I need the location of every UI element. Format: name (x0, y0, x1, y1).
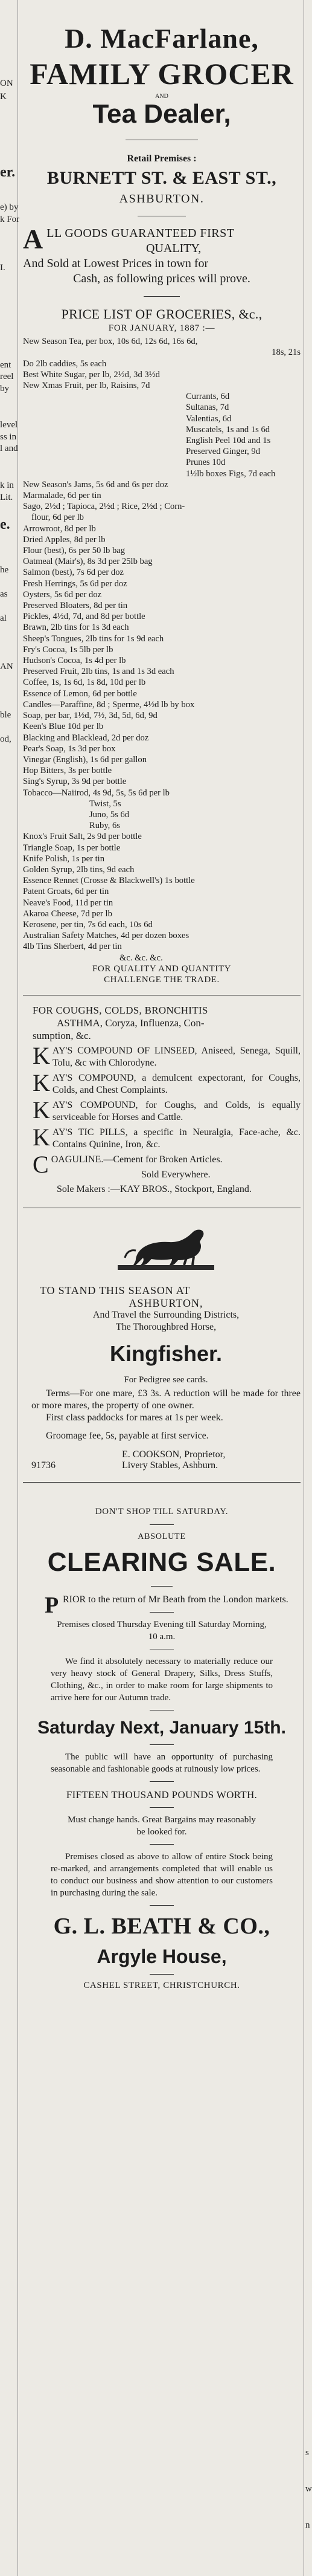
prior-notice (27, 1592, 297, 1618)
stallion-pedigree: For Pedigree see cards. (124, 1375, 208, 1385)
price-list-item: Essence Rennet (Crosse & Blackwell's) 1s bottle (23, 876, 195, 886)
we-find-notice: We find it absolutely necessary to materially reduce our very heavy stock of General Drapery, Silks, Dress Stuffs, Clothing, &c., in order to make room for large shipments to arrive here for our Autumn trade. (51, 1656, 273, 1703)
stallion-groomage: Groomage fee, 5s, payable at first service. (46, 1431, 209, 1442)
must-change: Must change hands. Great Bargains may reasonably be looked for. (68, 1814, 256, 1837)
premises-address: BURNETT ST. & EAST ST., (46, 168, 277, 189)
kay-intro (33, 1004, 301, 1042)
margin-fragment: by (0, 384, 9, 393)
price-list-item: Coffee, 1s, 1s 6d, 1s 8d, 10d per lb (23, 678, 146, 688)
divider (144, 296, 180, 297)
kay-product-item (33, 1096, 301, 1124)
margin-fragment: s (305, 2448, 309, 2458)
price-list-item: Akaroa Cheese, 7d per lb (23, 908, 112, 919)
margin-fragment: l and (0, 444, 18, 453)
price-list-item: Best White Sugar, per lb, 2½d, 3d 3½d (23, 369, 160, 380)
margin-fragment: reel (0, 372, 14, 381)
quality-line: LL GOODS GUARANTEED FIRST (46, 227, 235, 241)
margin-fragment: k For (0, 215, 20, 224)
price-list-item: Fry's Cocoa, 1s 5lb per lb (23, 644, 113, 655)
quality-dropcap: A (23, 224, 43, 255)
price-list-item: Dried Apples, 8d per lb (23, 534, 106, 545)
price-list-item: Preserved Fruit, 2lb tins, 1s and 1s 3d each (23, 667, 174, 677)
margin-fragment: ON (0, 79, 13, 88)
price-list-item: Currants, 6d (186, 392, 230, 402)
beath-advertisement (23, 1507, 301, 1990)
price-list (23, 336, 301, 985)
price-list-item: Tobacco—Naiirod, 4s 9d, 5s, 5s 6d per lb (23, 788, 170, 798)
price-list-item: Brawn, 2lb tins for 1s 3d each (23, 623, 129, 633)
price-list-item: Oysters, 5s 6d per doz (23, 589, 102, 600)
stallion-ref: 91736 (31, 1460, 56, 1471)
price-list-item: Ruby, 6s (89, 821, 120, 831)
price-list-item: flour, 6d per lb (31, 513, 84, 523)
price-list-item: Sheep's Tongues, 2lb tins for 1s 9d each (23, 633, 164, 644)
clearing-sale-headline: CLEARING SALE. (47, 1547, 276, 1578)
premises-cleared: Premises closed as above to allow of entire Stock being re-marked, and arrangements completed that will enable us to conduct our business and show attention to our customers in purchasing during the sale. (51, 1851, 273, 1898)
divider (150, 1744, 174, 1745)
price-list-date: FOR JANUARY, 1887 :— (108, 323, 215, 334)
kay-dropcap: K (33, 1069, 50, 1097)
margin-fragment: ent (0, 360, 11, 370)
price-list-item: 1½lb boxes Figs, 7d each (186, 468, 276, 479)
price-list-item: CHALLENGE THE TRADE. (104, 974, 220, 985)
price-list-item: Hudson's Cocoa, 1s 4d per lb (23, 656, 126, 666)
margin-fragment: er. (0, 164, 16, 180)
public-notice: The public will have an opportunity of purchasing seasonable and fashionable goods at ruinously low prices. (51, 1752, 273, 1774)
grocer-and: AND (155, 92, 168, 100)
stallion-footer (31, 1460, 301, 1471)
kay-product-text: OAGULINE.—Cement for Broken Articles. (51, 1154, 223, 1165)
divider (150, 1807, 174, 1808)
kay-intro-line: ASTHMA, Coryza, Influenza, Con- (57, 1017, 205, 1029)
price-list-item: Oatmeal (Mair's), 8s 3d per 25lb bag (23, 557, 153, 567)
margin-fragment: e) by (0, 202, 19, 212)
price-list-item: FOR QUALITY AND QUANTITY (92, 963, 232, 974)
kay-product-item (33, 1042, 301, 1070)
margin-fragment: ss in (0, 432, 17, 442)
price-list-item: Preserved Ginger, 9d (186, 447, 261, 457)
price-list-item: Fresh Herrings, 5s 6d per doz (23, 578, 127, 589)
kay-dropcap: K (33, 1042, 50, 1070)
newspaper-column (23, 0, 301, 1991)
margin-fragment: od, (0, 734, 11, 744)
price-list-item: English Peel 10d and 1s (186, 436, 271, 446)
price-list-item: Salmon (best), 7s 6d per doz (23, 568, 124, 578)
divider (150, 1612, 174, 1613)
divider (150, 1781, 174, 1782)
margin-fragment: level (0, 420, 18, 430)
next-column-fragment (304, 0, 311, 2576)
price-list-item: Australian Safety Matches, 4d per dozen boxes (23, 931, 189, 941)
stallion-line: The Thoroughbred Horse, (115, 1322, 217, 1333)
stallion-line: TO STAND THIS SEASON AT (40, 1284, 191, 1297)
sale-date: Saturday Next, January 15th. (37, 1717, 286, 1738)
kay-intro-line: sumption, &c. (33, 1030, 91, 1042)
horse-name: Kingfisher. (109, 1341, 223, 1367)
kay-product-text: AY'S COMPOUND OF LINSEED, Aniseed, Senega, Squill, Tolu, &c with Chlorodyne. (52, 1046, 301, 1069)
divider (150, 1974, 174, 1975)
price-list-item: Knox's Fruit Salt, 2s 9d per bottle (23, 832, 142, 842)
absolute-label: ABSOLUTE (138, 1532, 186, 1542)
horse-illustration (31, 1214, 301, 1281)
price-list-item: Do 2lb caddies, 5s each (23, 358, 107, 369)
horse-engraving-icon (112, 1214, 220, 1278)
margin-fragment: k in (0, 481, 14, 490)
grocer-name: D. MacFarlane, (65, 23, 259, 54)
price-list-item: Vinegar (English), 1s 6d per gallon (23, 754, 147, 765)
price-list-item: Triangle Soap, 1s per bottle (23, 843, 121, 853)
divider (151, 1586, 173, 1587)
kay-dropcap: C (33, 1151, 49, 1179)
margin-fragment: Lit. (0, 493, 13, 502)
price-list-item: Essence of Lemon, 6d per bottle (23, 688, 137, 699)
price-list-item: Kerosene, per tin, 7s 6d each, 10s 6d (23, 919, 153, 930)
stallion-advertisement (23, 1214, 301, 1471)
stallion-terms: Terms—For one mare, £3 3s. A reduction will be made for three or more mares, the property of one owner. (31, 1388, 301, 1411)
price-list-item: Twist, 5s (89, 798, 121, 809)
stallion-line: ASHBURTON, (129, 1297, 203, 1310)
firm-name: G. L. BEATH & CO., (53, 1913, 270, 1939)
price-list-item: Golden Syrup, 2lb tins, 9d each (23, 864, 135, 875)
price-list-item: Candles—Paraffine, 8d ; Sperme, 4½d lb by box (23, 699, 195, 710)
kay-makers: Sole Makers :—KAY BROS., Stockport, England. (57, 1184, 252, 1195)
kay-sold: Sold Everywhere. (141, 1170, 211, 1180)
divider (150, 1524, 174, 1525)
margin-fragment: he (0, 565, 9, 575)
price-list-item: Muscatels, 1s and 1s 6d (186, 424, 270, 435)
price-list-item: New Xmas Fruit, per lb, Raisins, 7d (23, 381, 150, 390)
quality-notice (23, 226, 301, 286)
margin-fragment: I. (0, 263, 5, 273)
quality-line: Cash, as following prices will prove. (73, 272, 250, 286)
kay-product-text: AY'S TIC PILLS, a specific in Neuralgia, Face-ache, &c. Contains Quinine, Iron, &c. (52, 1127, 301, 1150)
price-list-item: Knife Polish, 1s per tin (23, 853, 104, 864)
margin-fragment: n (305, 2520, 310, 2530)
margin-fragment: e. (0, 517, 10, 532)
margin-fragment: K (0, 92, 7, 102)
price-list-item: Prunes 10d (186, 458, 226, 468)
advert-separator (23, 1482, 301, 1483)
kay-product-text: AY'S COMPOUND, a demulcent expectorant, for Coughs, Colds, and Chest Complaints. (52, 1073, 301, 1096)
margin-fragment: al (0, 613, 7, 623)
kay-product-item (33, 1069, 301, 1097)
kay-advertisement (23, 1004, 301, 1196)
price-list-item: Pear's Soap, 1s 3d per box (23, 743, 116, 754)
price-list-item: Preserved Bloaters, 8d per tin (23, 601, 128, 611)
fifteen-thousand: FIFTEEN THOUSAND POUNDS WORTH. (66, 1788, 258, 1801)
divider (150, 1905, 174, 1906)
price-list-item: New Season's Jams, 5s 6d and 6s per doz (23, 479, 168, 490)
kay-dropcap: K (33, 1124, 50, 1151)
price-list-item: Sultanas, 7d (186, 403, 229, 413)
premises-label: Retail Premises : (127, 154, 197, 164)
stallion-stables: Livery Stables, Ashburn. (122, 1460, 218, 1471)
price-list-item: Soap, per bar, 1½d, 7½, 3d, 5d, 6d, 9d (23, 711, 158, 721)
dont-shop: DON'T SHOP TILL SATURDAY. (95, 1507, 229, 1517)
price-list-item: Sing's Syrup, 3s 9d per bottle (23, 777, 127, 787)
kay-product-item (33, 1124, 301, 1151)
firm-address: CASHEL STREET, CHRISTCHURCH. (83, 1980, 240, 1990)
prior-text: RIOR to the return of Mr Beath from the London markets. (63, 1594, 288, 1605)
price-list-item: 4lb Tins Sherbert, 4d per tin (23, 942, 122, 952)
grocer-business: FAMILY GROCER (30, 57, 294, 91)
price-list-item: New Season Tea, per box, 10s 6d, 12s 6d, 16s 6d, (23, 337, 198, 347)
quality-line: QUALITY, (145, 242, 202, 256)
price-list-item: Keen's Blue 10d per lb (23, 722, 104, 732)
premises-town: ASHBURTON. (119, 192, 205, 206)
grocer-trade: Tea Dealer, (92, 99, 231, 129)
margin-fragment: AN (0, 662, 13, 672)
price-list-item: Flour (best), 6s per 50 lb bag (23, 546, 126, 556)
price-list-item: Pickles, 4½d, 7d, and 8d per bottle (23, 612, 145, 622)
price-list-item: Patent Groats, 6d per tin (23, 887, 109, 897)
stallion-line: And Travel the Surrounding Districts, (92, 1310, 240, 1321)
price-list-item: Sago, 2½d ; Tapioca, 2½d ; Rice, 2½d ; Corn- (23, 502, 185, 512)
margin-fragment: as (0, 589, 8, 599)
margin-fragment: w (305, 2484, 312, 2494)
price-list-item: 18s, 21s (272, 348, 301, 358)
prior-dropcap: P (45, 1592, 59, 1618)
price-list-item: Blacking and Blacklead, 2d per doz (23, 733, 149, 743)
margin-fragment: ble (0, 710, 11, 720)
premises-closed: Premises closed Thursday Evening till Saturday Morning, 10 a.m. (57, 1619, 267, 1642)
house-name: Argyle House, (97, 1945, 227, 1967)
kay-intro-line: FOR COUGHS, COLDS, BRONCHITIS (33, 1005, 208, 1017)
price-list-title: PRICE LIST OF GROCERIES, &c., (61, 306, 263, 322)
grocer-advertisement (23, 0, 301, 985)
price-list-item: Marmalade, 6d per tin (23, 491, 101, 501)
kay-product-text: AY'S COMPOUND, for Coughs, and Colds, is equally serviceable for Horses and Cattle. (52, 1100, 301, 1123)
price-list-item: &c. &c. &c. (119, 953, 163, 963)
price-list-item: Juno, 5s 6d (89, 809, 130, 820)
price-list-item: Hop Bitters, 3s per bottle (23, 766, 112, 776)
stallion-proprietor: E. COOKSON, Proprietor, (122, 1449, 226, 1460)
price-list-item: Arrowroot, 8d per lb (23, 523, 96, 534)
quality-line: And Sold at Lowest Prices in town for (23, 257, 209, 271)
previous-column-fragment (0, 0, 18, 2576)
divider (150, 1844, 174, 1845)
kay-dropcap: K (33, 1096, 50, 1124)
stallion-paddocks: First class paddocks for mares at 1s per week. (46, 1413, 223, 1423)
price-list-item: Neave's Food, 11d per tin (23, 898, 113, 908)
price-list-item: Valentias, 6d (186, 413, 232, 424)
